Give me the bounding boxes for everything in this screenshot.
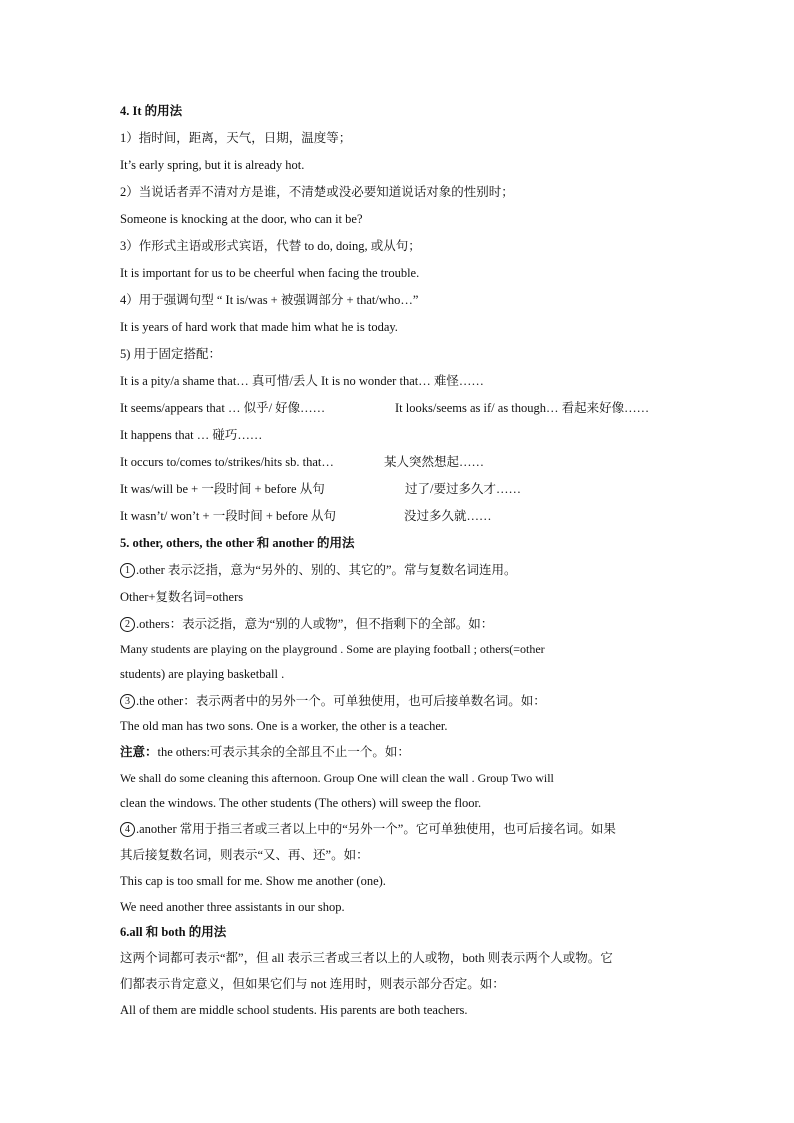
section-5-point-4 — [120, 821, 676, 837]
section-5-note-example-line-1: We shall do some cleaning this afternoon. Group One will clean the wall . Group Two will — [120, 771, 554, 785]
circled-number: 1 — [120, 563, 135, 578]
point-text: .another 常用于指三者或三者以上中的“另外一个”。它可单独使用，也可后接名词。如果 — [136, 822, 616, 836]
section-5-point-1-example: Other+复数名词=others — [120, 590, 244, 604]
fixed-phrase-text: It seems/appears that … 似乎/ 好像…… — [120, 401, 326, 415]
section-5-point-3-example: The old man has two sons. One is a worker, the other is a teacher. — [120, 719, 448, 733]
section-4-heading: 4. It 的用法 — [120, 104, 183, 118]
section-4-example-3: It is important for us to be cheerful when facing the trouble. — [120, 266, 420, 280]
point-text: .other 表示泛指，意为“另外的、别的、其它的”。常与复数名词连用。 — [136, 563, 517, 577]
section-4-example-1: It’s early spring, but it is already hot. — [120, 158, 305, 172]
fixed-phrase-line — [120, 454, 676, 470]
note-text: the others:可表示其余的全部且不止一个。如： — [157, 745, 410, 759]
section-5-note — [120, 744, 676, 760]
section-5-point-1 — [120, 562, 676, 578]
fixed-phrase-text: It happens that … 碰巧…… — [120, 428, 263, 442]
circled-number: 3 — [120, 694, 135, 709]
point-text: .the other：表示两者中的另外一个。可单独使用，也可后接单数名词。如： — [136, 694, 546, 708]
section-4-item-5: 5) 用于固定搭配： — [120, 347, 222, 361]
section-5-point-2-example-line-2: students) are playing basketball . — [120, 667, 285, 681]
section-5-point-4-example-1: This cap is too small for me. Show me another (one). — [120, 874, 386, 888]
section-6-paragraph-line-2: 们都表示肯定意义，但如果它们与 not 连用时，则表示部分否定。如： — [120, 977, 505, 991]
circled-number: 2 — [120, 617, 135, 632]
fixed-phrase-line — [120, 427, 676, 443]
fixed-phrase-meaning: 没过多久就…… — [404, 509, 492, 523]
fixed-phrase-meaning: 过了/要过多久才…… — [405, 482, 521, 496]
fixed-phrase-meaning: 某人突然想起…… — [384, 455, 485, 469]
section-5-point-2-example-line-1: Many students are playing on the playground . Some are playing football ; others(=other — [120, 642, 545, 656]
section-4-item-1: 1）指时间，距离，天气，日期，温度等； — [120, 131, 352, 145]
section-5-point-4-example-2: We need another three assistants in our shop. — [120, 900, 345, 914]
section-4-item-4: 4）用于强调句型 “ It is/was + 被强调部分 + that/who…” — [120, 293, 419, 307]
note-label: 注意： — [120, 745, 158, 759]
section-5-point-3 — [120, 693, 676, 709]
section-4-item-2: 2）当说话者弄不清对方是谁，不清楚或没必要知道说话对象的性别时； — [120, 185, 514, 199]
fixed-phrase-line — [120, 400, 676, 416]
fixed-phrase-text: It was/will be + 一段时间 + before 从句 — [120, 482, 325, 496]
section-5-point-2 — [120, 616, 676, 632]
section-4-example-2: Someone is knocking at the door, who can it be? — [120, 212, 363, 226]
fixed-phrase-line — [120, 373, 676, 389]
section-5-point-4-line-2: 其后接复数名词，则表示“又、再、还”。如： — [120, 848, 369, 862]
section-4-item-3: 3）作形式主语或形式宾语，代替 to do, doing, 或从句； — [120, 239, 421, 253]
fixed-phrase-text: It is a pity/a shame that… 真可惜/丢人 It is no wonder that… 难怪…… — [120, 374, 484, 388]
fixed-phrase-line — [120, 508, 676, 524]
section-5-note-example-line-2: clean the windows. The other students (The others) will sweep the floor. — [120, 796, 482, 810]
point-text: .others：表示泛指，意为“别的人或物”，但不指剩下的全部。如： — [136, 617, 494, 631]
fixed-phrase-text: It wasn’t/ won’t + 一段时间 + before 从句 — [120, 509, 337, 523]
section-6-heading: 6.all 和 both 的用法 — [120, 925, 227, 939]
section-6-example: All of them are middle school students. His parents are both teachers. — [120, 1003, 468, 1017]
circled-number: 4 — [120, 822, 135, 837]
fixed-phrase-text: It occurs to/comes to/strikes/hits sb. that… — [120, 455, 334, 469]
section-4-example-4: It is years of hard work that made him what he is today. — [120, 320, 398, 334]
fixed-phrase-meaning: It looks/seems as if/ as though… 看起来好像…… — [395, 401, 650, 415]
fixed-phrase-line — [120, 481, 676, 497]
section-5-heading: 5. other, others, the other 和 another 的用法 — [120, 536, 355, 550]
section-6-paragraph-line-1: 这两个词都可表示“都”，但 all 表示三者或三者以上的人或物，both 则表示两个人或物。它 — [120, 951, 613, 965]
